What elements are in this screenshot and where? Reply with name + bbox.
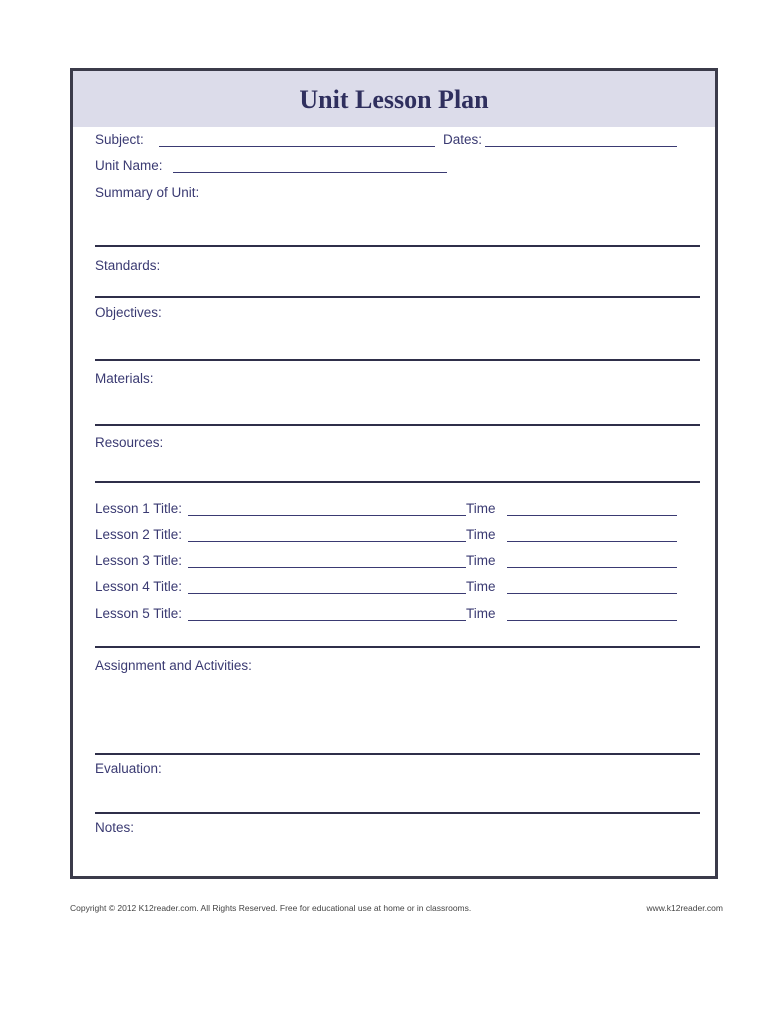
evaluation-label: Evaluation: xyxy=(95,761,162,776)
lesson-3-title-label: Lesson 3 Title: xyxy=(95,553,183,568)
objectives-label: Objectives: xyxy=(95,305,162,320)
website-link[interactable]: www.k12reader.com xyxy=(646,903,723,913)
dates-label: Dates: xyxy=(443,132,483,147)
objectives-field[interactable] xyxy=(95,359,700,361)
notes-label: Notes: xyxy=(95,820,135,835)
lesson-5-title-field[interactable] xyxy=(188,620,466,621)
evaluation-field[interactable] xyxy=(95,812,700,814)
form-header xyxy=(73,71,715,127)
assignments-label: Assignment and Activities: xyxy=(95,658,252,673)
materials-label: Materials: xyxy=(95,371,154,386)
lesson-4-title-field[interactable] xyxy=(188,593,466,594)
lesson-2-title-label: Lesson 2 Title: xyxy=(95,527,183,542)
lesson-2-time-field[interactable] xyxy=(507,541,677,542)
lesson-1-time-field[interactable] xyxy=(507,515,677,516)
resources-label: Resources: xyxy=(95,435,164,450)
lesson-5-title-label: Lesson 5 Title: xyxy=(95,606,183,621)
subject-field[interactable] xyxy=(159,146,435,147)
lesson-plan-form xyxy=(70,68,718,879)
lesson-4-title-label: Lesson 4 Title: xyxy=(95,579,183,594)
lesson-4-time-field[interactable] xyxy=(507,593,677,594)
standards-label: Standards: xyxy=(95,258,161,273)
lesson-3-time-label: Time xyxy=(466,553,496,568)
lesson-4-time-label: Time xyxy=(466,579,496,594)
lesson-1-time-label: Time xyxy=(466,501,496,516)
lesson-2-title-field[interactable] xyxy=(188,541,466,542)
materials-field[interactable] xyxy=(95,424,700,426)
summary-label: Summary of Unit: xyxy=(95,185,200,200)
notes-field[interactable] xyxy=(95,841,700,871)
unit-name-field[interactable] xyxy=(173,172,447,173)
subject-label: Subject: xyxy=(95,132,144,147)
lesson-1-title-label: Lesson 1 Title: xyxy=(95,501,183,516)
lessons-divider xyxy=(95,646,700,648)
copyright-text: Copyright © 2012 K12reader.com. All Rights Reserved. Free for educational use at home or in classrooms. xyxy=(70,903,472,913)
lesson-3-time-field[interactable] xyxy=(507,567,677,568)
assignments-field[interactable] xyxy=(95,753,700,755)
resources-field[interactable] xyxy=(95,481,700,483)
lesson-2-time-label: Time xyxy=(466,527,496,542)
lesson-5-time-field[interactable] xyxy=(507,620,677,621)
page-title: Unit Lesson Plan xyxy=(299,85,489,114)
standards-field[interactable] xyxy=(95,296,700,298)
lesson-3-title-field[interactable] xyxy=(188,567,466,568)
unit-name-label: Unit Name: xyxy=(95,158,163,173)
lesson-1-title-field[interactable] xyxy=(188,515,466,516)
summary-field[interactable] xyxy=(95,245,700,247)
lesson-5-time-label: Time xyxy=(466,606,496,621)
dates-field[interactable] xyxy=(485,146,677,147)
